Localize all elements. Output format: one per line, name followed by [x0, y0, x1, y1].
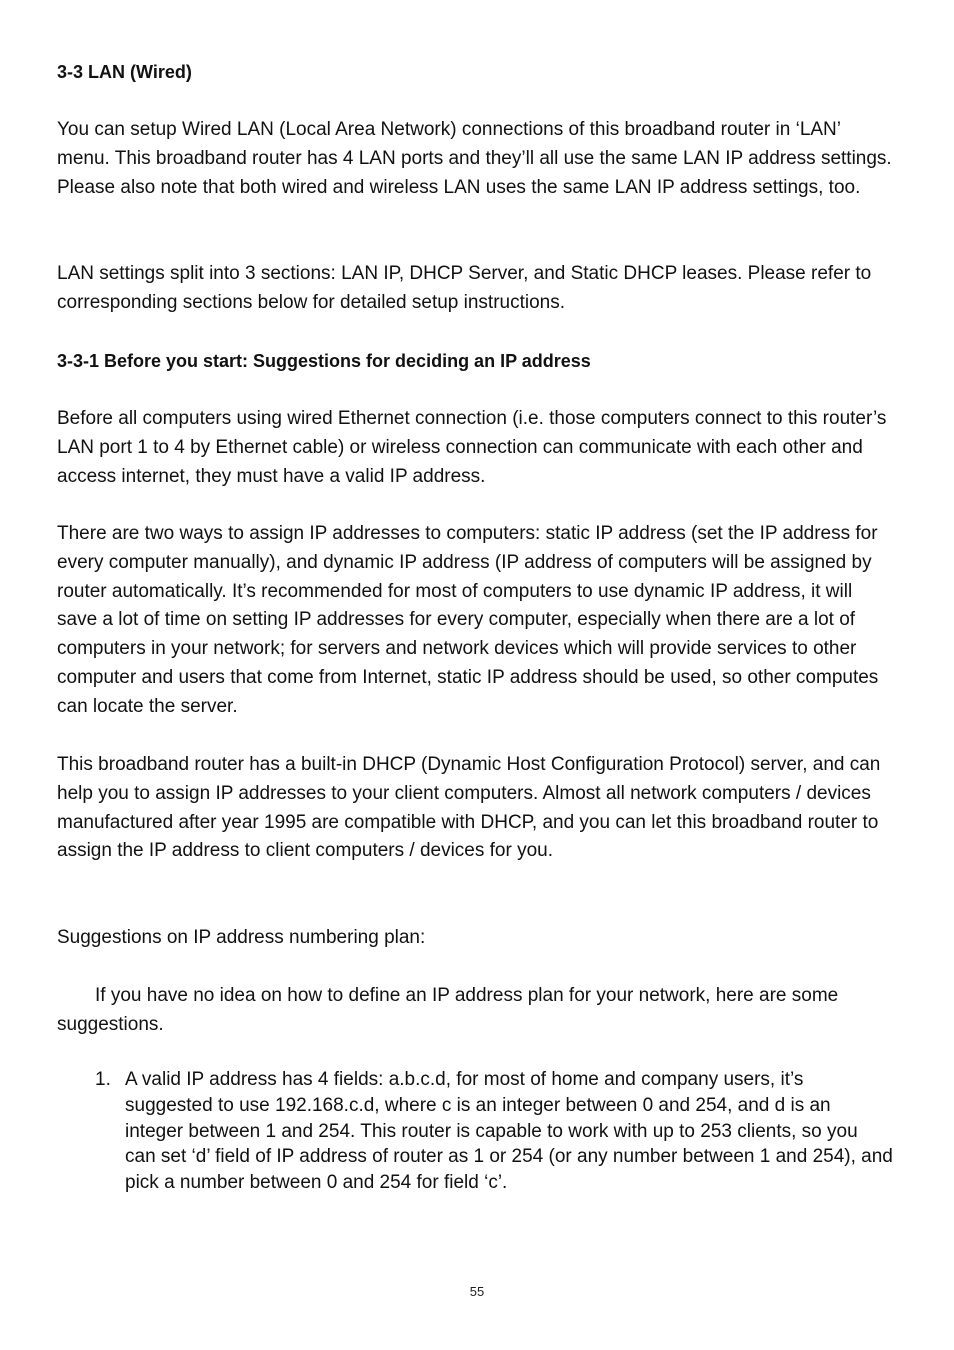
body-paragraph-3: This broadband router has a built-in DHCP (Dynamic Host Configuration Protocol) server, and can help you to assign IP addresses to your client computers. Almost all network computers / devices manufactured after year 1995 are compatible with DHCP, and you can let this broadband router to assign the IP address to client computers / devices for you. — [57, 754, 881, 862]
plan-intro: If you have no idea on how to define an IP address plan for your network, here are some suggestions. — [57, 985, 839, 1035]
section-heading: 3-3 LAN (Wired) — [57, 62, 192, 82]
list-item-text: A valid IP address has 4 fields: a.b.c.d, for most of home and company users, it’s suggested to use 192.168.c.d, where c is an integer between 0 and 254, and d is an integer between 1 and 254. This router is capable to work with up to 253 clients, so you can set ‘d’ field of IP address of router as 1 or 254 (or any number between 1 and 254), and pick a number between 0 and 254 for field ‘c’. — [125, 1069, 893, 1194]
intro-paragraph-1: You can setup Wired LAN (Local Area Network) connections of this broadband router in ‘LAN’ menu. This broadband router has 4 LAN ports and they’ll all use the same LAN IP address settings. Please also note that both wired and wireless LAN uses the same LAN IP address settings, too. — [57, 119, 892, 198]
list-item — [95, 1067, 893, 1196]
suggestion-list — [95, 1067, 893, 1196]
page-number: 55 — [469, 1284, 485, 1299]
body-paragraph-2: There are two ways to assign IP addresses to computers: static IP address (set the IP address for every computer manually), and dynamic IP address (IP address of computers will be assigned by router automatically. It’s recommended for most of computers to use dynamic IP address, it will save a lot of time on setting IP addresses for every computer, especially when there are a lot of computers in your network; for servers and network devices which will provide services to other computer and users that come from Internet, static IP address should be used, so other computes can locate the server. — [57, 523, 879, 717]
body-paragraph-1: Before all computers using wired Ethernet connection (i.e. those computers connect to this router’s LAN port 1 to 4 by Ethernet cable) or wireless connection can communicate with each other and access internet, they must have a valid IP address. — [57, 408, 887, 487]
list-item-number: 1. — [95, 1069, 111, 1090]
intro-paragraph-2: LAN settings split into 3 sections: LAN IP, DHCP Server, and Static DHCP leases. Please refer to corresponding sections below for detailed setup instructions. — [57, 263, 872, 313]
plan-label: Suggestions on IP address numbering plan: — [57, 927, 426, 948]
subsection-heading: 3-3-1 Before you start: Suggestions for deciding an IP address — [57, 351, 591, 371]
